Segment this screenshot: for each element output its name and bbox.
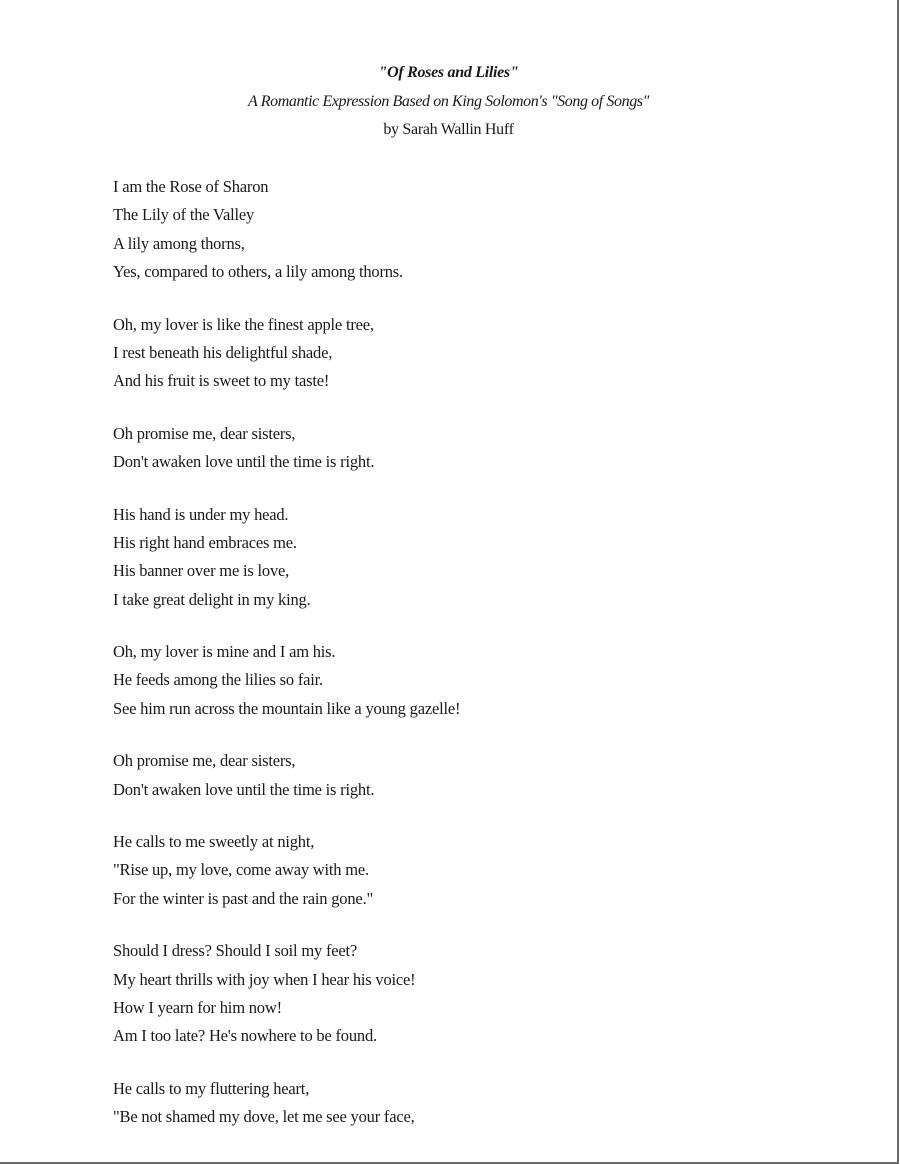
poem-line: The Lily of the Valley: [113, 205, 255, 225]
poem-line: How I yearn for him now!: [113, 997, 282, 1017]
poem-line: Yes, compared to others, a lily among thorns.: [113, 262, 403, 282]
stanza: [113, 501, 813, 615]
poem-body: [113, 173, 813, 1156]
poem-line: I am the Rose of Sharon: [113, 177, 269, 196]
stanza: [113, 420, 813, 477]
poem-line: See him run across the mountain like a young gazelle!: [113, 698, 461, 718]
poem-line: A lily among thorns,: [113, 233, 245, 253]
poem-line: Don't awaken love until the time is right.: [113, 452, 375, 472]
poem-line: I rest beneath his delightful shade,: [113, 342, 333, 362]
poem-line: Oh promise me, dear sisters,: [113, 751, 296, 771]
poem-line: "Rise up, my love, come away with me.: [113, 860, 369, 880]
poem-line: Don't awaken love until the time is right.: [113, 779, 375, 799]
poem-line: He feeds among the lilies so fair.: [113, 670, 323, 690]
poem-line: His banner over me is love,: [113, 561, 290, 581]
poem-byline: by Sarah Wallin Huff: [383, 121, 514, 138]
poem-line: He calls to me sweetly at night,: [113, 832, 315, 852]
poem-line: And his fruit is sweet to my taste!: [113, 371, 330, 391]
stanza: [113, 937, 813, 1051]
poem-line: He calls to my fluttering heart,: [113, 1078, 310, 1098]
poem-line: I take great delight in my king.: [113, 589, 311, 609]
poem-line: Oh, my lover is like the finest apple tree,: [113, 314, 374, 334]
poem-subtitle: A Romantic Expression Based on King Solomon's "Song of Songs": [248, 93, 649, 110]
poem-line: For the winter is past and the rain gone.": [113, 888, 373, 908]
poem-line: Oh promise me, dear sisters,: [113, 423, 296, 443]
stanza: [113, 828, 813, 913]
stanza: [113, 1075, 813, 1132]
poem-line: My heart thrills with joy when I hear his voice!: [113, 969, 416, 989]
poem-line: Am I too late? He's nowhere to be found.: [113, 1026, 377, 1046]
stanza: [113, 747, 813, 804]
stanza: [113, 638, 813, 723]
poem-line: "Be not shamed my dove, let me see your face,: [113, 1107, 415, 1127]
poem-line: His hand is under my head.: [113, 504, 289, 524]
stanza: [113, 173, 813, 287]
poem-line: Oh, my lover is mine and I am his.: [113, 642, 336, 662]
poem-line: Should I dress? Should I soil my feet?: [113, 941, 357, 961]
stanza: [113, 311, 813, 396]
poem-title: "Of Roses and Lilies": [378, 64, 519, 81]
poem-line: His right hand embraces me.: [113, 532, 297, 552]
